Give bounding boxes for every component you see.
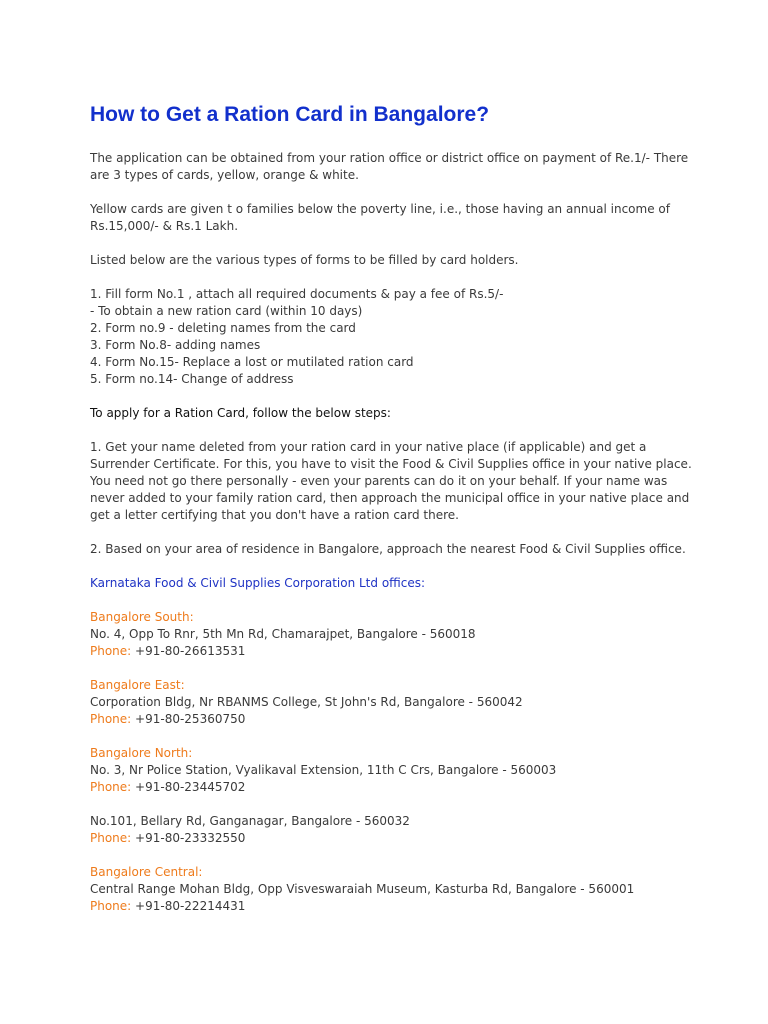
page-title: How to Get a Ration Card in Bangalore?	[90, 103, 490, 126]
office-phone-line	[90, 711, 700, 728]
office-region: Bangalore South:	[90, 610, 194, 624]
offices-heading: Karnataka Food & Civil Supplies Corporation Ltd offices:	[90, 576, 426, 590]
forms-list	[90, 286, 700, 388]
phone-label: Phone:	[90, 712, 132, 726]
office-phone-line	[90, 830, 700, 847]
office-phone: +91-80-23332550	[135, 831, 246, 845]
intro-paragraph-3: Listed below are the various types of forms to be filled by card holders.	[90, 253, 519, 267]
office-phone: +91-80-26613531	[135, 644, 246, 658]
phone-label: Phone:	[90, 831, 132, 845]
office-region: Bangalore North:	[90, 746, 193, 760]
forms-list-item: - To obtain a new ration card (within 10 days)	[90, 304, 363, 318]
office-bangalore-east	[90, 677, 700, 728]
phone-label: Phone:	[90, 644, 132, 658]
office-phone-line	[90, 779, 700, 796]
office-bangalore-north	[90, 745, 700, 796]
phone-label: Phone:	[90, 780, 132, 794]
office-address: No. 3, Nr Police Station, Vyalikaval Extension, 11th C Crs, Bangalore - 560003	[90, 763, 557, 777]
intro-paragraph-1: The application can be obtained from your ration office or district office on payment of Re.1/- There are 3 types of cards, yellow, orange & white.	[90, 151, 689, 182]
office-phone: +91-80-25360750	[135, 712, 246, 726]
office-phone: +91-80-22214431	[135, 899, 246, 913]
office-bangalore-central	[90, 864, 700, 915]
forms-list-item: 5. Form no.14- Change of address	[90, 372, 294, 386]
office-phone: +91-80-23445702	[135, 780, 246, 794]
office-bangalore-south	[90, 609, 700, 660]
office-address: No. 4, Opp To Rnr, 5th Mn Rd, Chamarajpet, Bangalore - 560018	[90, 627, 476, 641]
office-region: Bangalore Central:	[90, 865, 203, 879]
office-bangalore-north-2	[90, 813, 700, 847]
office-phone-line	[90, 898, 700, 915]
step-2-paragraph: 2. Based on your area of residence in Bangalore, approach the nearest Food & Civil Supplies office.	[90, 542, 686, 556]
forms-list-item: 1. Fill form No.1 , attach all required documents & pay a fee of Rs.5/-	[90, 287, 504, 301]
office-region: Bangalore East:	[90, 678, 185, 692]
forms-list-item: 3. Form No.8- adding names	[90, 338, 261, 352]
forms-list-item: 4. Form No.15- Replace a lost or mutilated ration card	[90, 355, 414, 369]
step-1-paragraph: 1. Get your name deleted from your ration card in your native place (if applicable) and get a Surrender Certificate. For this, you have to visit the Food & Civil Supplies office in your native place. You need not go there personally - even your parents can do it on your behalf. If your name was never added to your family ration card, then approach the municipal office in your native place and get a letter certifying that you don't have a ration card there.	[90, 440, 692, 522]
intro-paragraph-2: Yellow cards are given t o families below the poverty line, i.e., those having an annual income of Rs.15,000/- & Rs.1 Lakh.	[90, 202, 670, 233]
office-address: Central Range Mohan Bldg, Opp Visveswaraiah Museum, Kasturba Rd, Bangalore - 560001	[90, 882, 635, 896]
forms-list-item: 2. Form no.9 - deleting names from the card	[90, 321, 356, 335]
office-phone-line	[90, 643, 700, 660]
document-page	[90, 100, 700, 932]
office-address: No.101, Bellary Rd, Ganganagar, Bangalore - 560032	[90, 814, 410, 828]
office-address: Corporation Bldg, Nr RBANMS College, St John's Rd, Bangalore - 560042	[90, 695, 523, 709]
phone-label: Phone:	[90, 899, 132, 913]
steps-heading: To apply for a Ration Card, follow the below steps:	[90, 406, 391, 420]
